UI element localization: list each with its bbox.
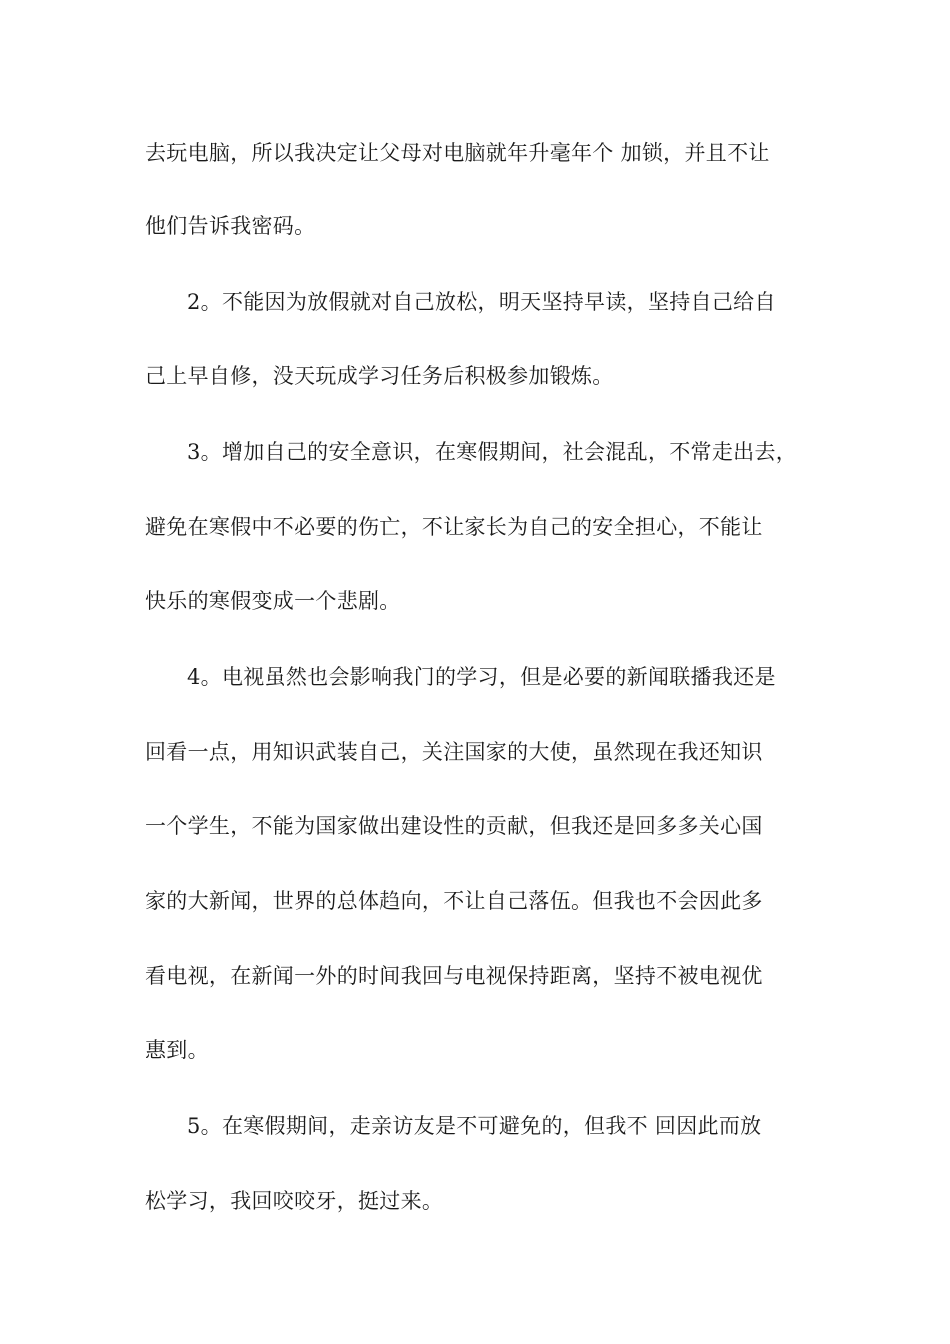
paragraph-4-start: 4。电视虽然也会影响我门的学习，但是必要的新闻联播我还是 [187,665,776,689]
text-line: 松学习，我回咬咬牙，挺过来。 [145,1189,444,1213]
text-line: 回看一点，用知识武装自己，关注国家的大使，虽然现在我还知识 [145,740,763,764]
text-line: 家的大新闻，世界的总体趋向，不让自己落伍。但我也不会因此多 [145,889,763,913]
text-line: 快乐的寒假变成一个悲剧。 [145,589,401,613]
text-line: 惠到。 [145,1038,209,1062]
text-line: 去玩电脑，所以我决定让父母对电脑就年升毫年个 加锁，并且不让 [145,141,770,165]
text-line: 看电视，在新闻一外的时间我回与电视保持距离，坚持不被电视优 [145,964,763,988]
paragraph-2-start: 2。不能因为放假就对自己放松，明天坚持早读，坚持自己给自 [187,290,776,314]
text-line: 他们告诉我密码。 [145,214,316,238]
text-line: 己上早自修，没天玩成学习任务后积极参加锻炼。 [145,364,614,388]
paragraph-3-start: 3。增加自己的安全意识，在寒假期间，社会混乱，不常走出去， [187,440,798,464]
text-line: 一个学生，不能为国家做出建设性的贡献，但我还是回多多关心国 [145,814,763,838]
paragraph-5-start: 5。在寒假期间，走亲访友是不可避免的，但我不 回因此而放 [187,1114,762,1138]
text-line: 避免在寒假中不必要的伤亡，不让家长为自己的安全担心，不能让 [145,515,763,539]
